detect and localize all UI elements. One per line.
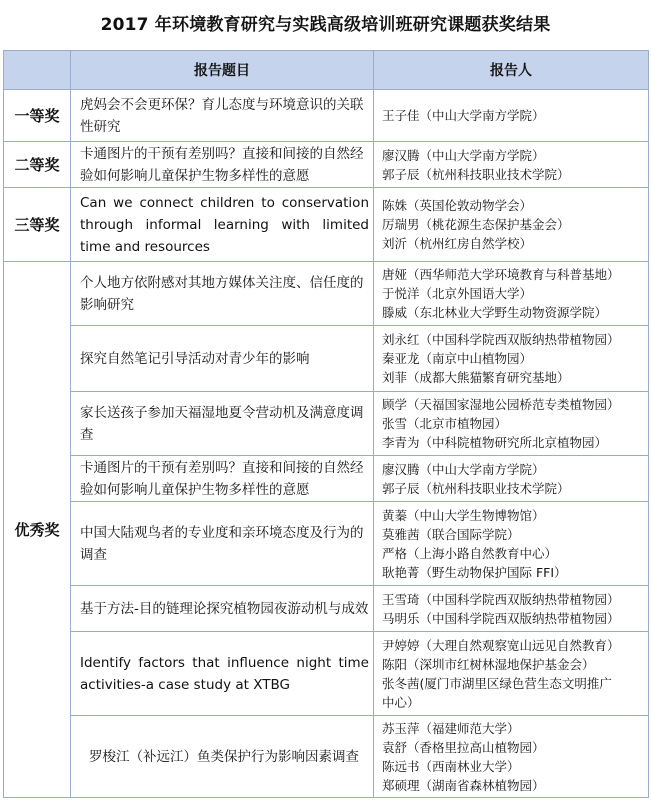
topic-cell: 中国大陆观鸟者的专业度和亲环境态度及行为的调查 [71,502,374,586]
reporter-cell [374,142,649,188]
header-reporter: 报告人 [374,51,649,90]
reporter: 黄蓁（中山大学生物博物馆） [382,507,545,523]
reporter-cell [374,502,649,586]
reporter: 张冬茜(厦门市湖里区绿色营生态文明推广 [382,675,612,691]
table-row [4,632,649,716]
topic-cell: Identify factors that influence night time activities-a case study at XTBG [71,632,374,716]
reporter: 刘沂（杭州红房自然学校） [382,236,533,251]
table-row [4,262,649,326]
table-row [4,326,649,392]
reporter: 郭子辰（杭州科技职业技术学院） [382,166,570,182]
reporter: 马明乐（中国科学院西双版纳热带植物园） [382,610,620,626]
reporter: 厉瑞男（桃花源生态保护基金会） [382,217,570,232]
reporter: 莫雅茜（联合国际学院） [382,526,520,542]
reporter-cell [374,586,649,632]
header-topic: 报告题目 [71,51,374,90]
reporter: 袁舒（香格里拉高山植物园） [382,739,545,755]
reporter: 严格（上海小路自然教育中心） [382,545,558,561]
table-row [4,586,649,632]
reporter-cell [374,456,649,502]
reporter: 陈阳（深圳市红树林湿地保护基金会） [382,656,595,672]
awards-table [3,50,649,798]
table-row [4,392,649,456]
topic-cell: 基于方法-目的链理论探究植物园夜游动机与成效 [71,586,374,632]
topic-cell: 虎妈会不会更环保？育儿态度与环境意识的关联性研究 [71,90,374,142]
reporter: 李青为（中科院植物研究所北京植物园） [382,435,608,450]
topic-cell: 卡通图片的干预有差别吗？直接和间接的自然经验如何影响儿童保护生物多样性的意愿 [71,456,374,502]
header-blank [4,51,71,90]
reporter: 王子佳（中山大学南方学院） [382,108,545,123]
reporter: 苏玉萍（福建师范大学） [382,720,520,736]
reporter: 郭子辰（杭州科技职业技术学院） [382,480,570,496]
table-row [4,716,649,798]
award-excellent: 优秀奖 [4,262,71,798]
reporter-cell [374,262,649,326]
reporter: 郑硕理（湖南省森林植物园） [382,777,545,793]
reporter: 廖汉腾（中山大学南方学院） [382,461,545,477]
table-row [4,188,649,262]
reporter-cell [374,326,649,392]
reporter: 廖汉腾（中山大学南方学院） [382,147,545,163]
topic-cell: 罗梭江（补远江）鱼类保护行为影响因素调查 [71,716,374,798]
reporter: 顾学（天福国家湿地公园桥范专类植物园） [382,397,620,412]
table-row [4,456,649,502]
page-title: 2017 年环境教育研究与实践高级培训班研究课题获奖结果 [100,15,551,35]
reporter: 王雪琦（中国科学院西双版纳热带植物园） [382,591,620,607]
reporter: 刘菲（成都大熊猫繁育研究基地） [382,370,570,385]
reporter: 秦亚龙（南京中山植物园） [382,351,533,366]
reporter-cell [374,392,649,456]
table-row [4,502,649,586]
reporter: 陈远书（西南林业大学） [382,758,520,774]
topic-cell: 个人地方依附感对其地方媒体关注度、信任度的影响研究 [71,262,374,326]
topic-cell: 探究自然笔记引导活动对青少年的影响 [71,326,374,392]
reporter-cell [374,632,649,716]
topic-cell: 家长送孩子参加天福湿地夏令营动机及满意度调查 [71,392,374,456]
topic-cell: 卡通图片的干预有差别吗？直接和间接的自然经验如何影响儿童保护生物多样性的意愿 [71,142,374,188]
table-header-row [4,51,649,90]
reporter: 于悦洋（北京外国语大学） [382,286,533,301]
reporter: 张雪（北京市植物园） [382,416,508,431]
reporter: 耿艳菁（野生动物保护国际 FFI） [382,564,567,580]
award-second: 二等奖 [4,142,71,188]
reporter: 中心） [382,694,420,710]
table-row [4,142,649,188]
topic-cell: Can we connect children to conservation through informal learning with limited time and resources [71,188,374,262]
reporter-cell [374,716,649,798]
award-first: 一等奖 [4,90,71,142]
reporter: 唐娅（西华师范大学环境教育与科普基地） [382,267,620,282]
award-third: 三等奖 [4,188,71,262]
reporter-cell [374,90,649,142]
reporter-cell [374,188,649,262]
reporter: 刘永红（中国科学院西双版纳热带植物园） [382,332,620,347]
reporter: 陈姝（英国伦敦动物学会） [382,198,533,213]
table-row [4,90,649,142]
reporter: 滕威（东北林业大学野生动物资源学院） [382,305,608,320]
reporter: 尹婷婷（大理自然观察宽山远见自然教育） [382,637,620,653]
